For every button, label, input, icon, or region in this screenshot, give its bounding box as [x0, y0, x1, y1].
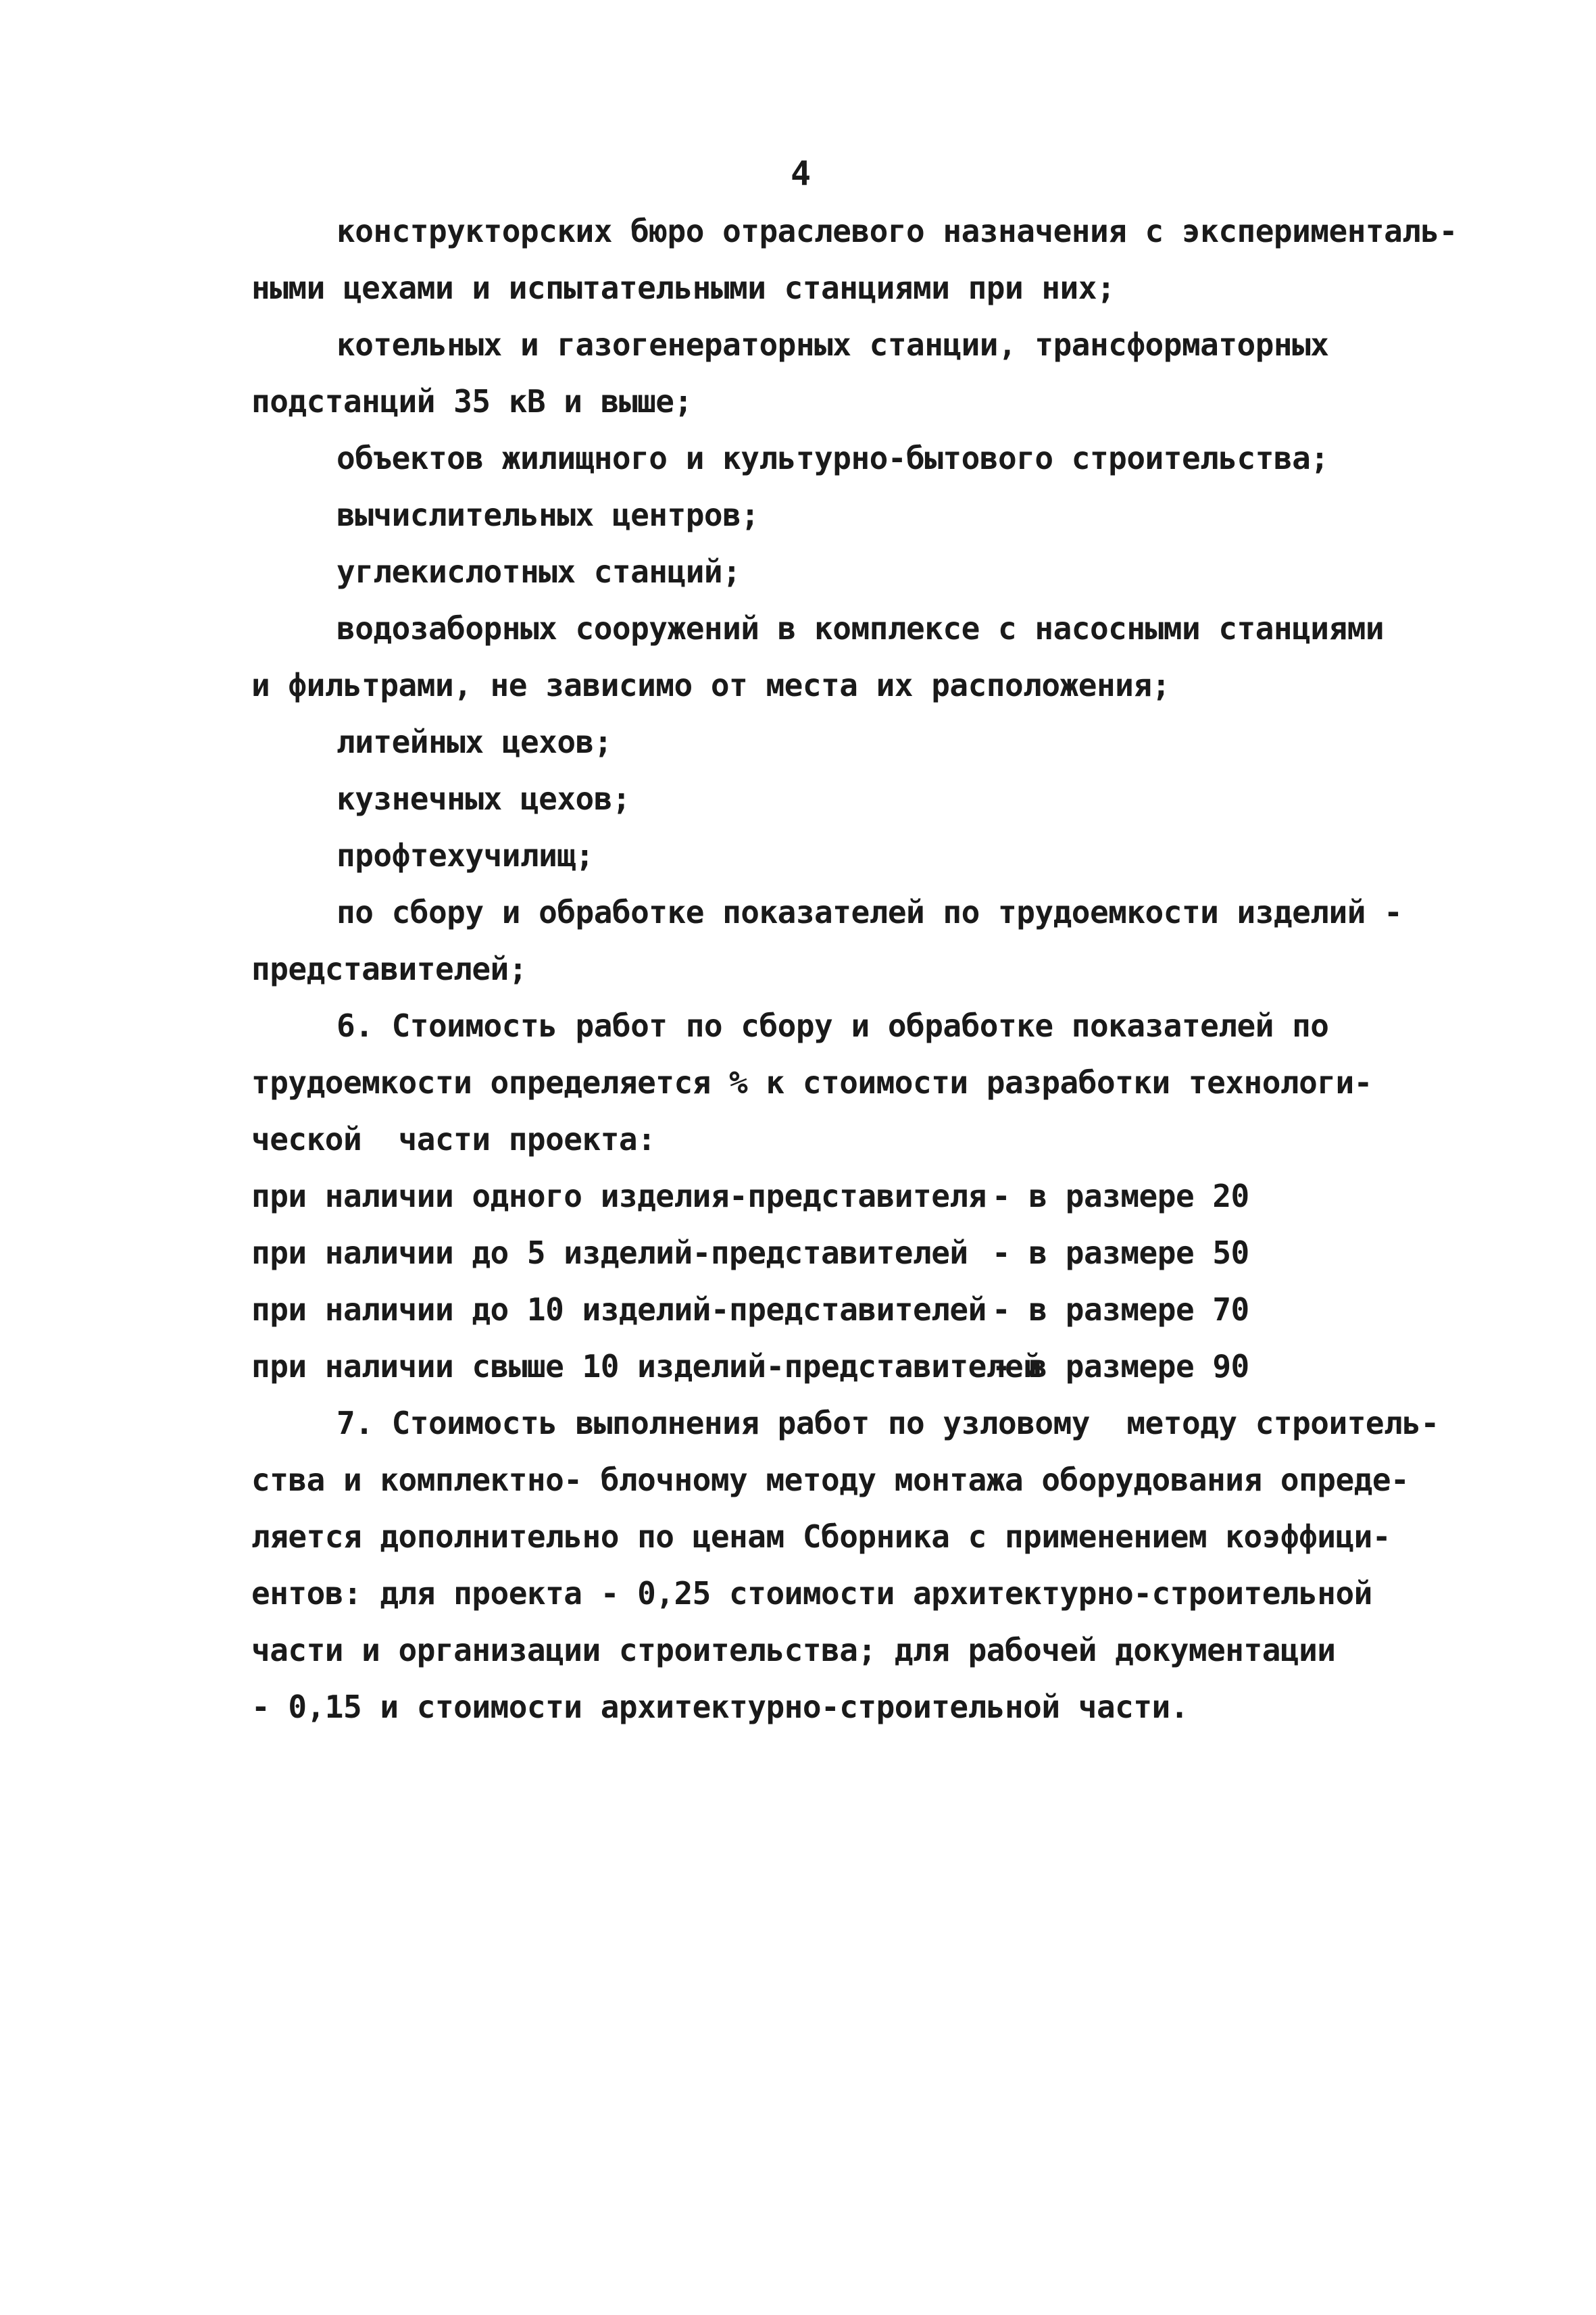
- rate-row: [251, 1224, 1400, 1281]
- text-line: литейных цехов;: [336, 724, 612, 760]
- rate-label: при наличии до 5 изделий-представителей: [251, 1235, 968, 1271]
- top-paragraphs: [251, 203, 1457, 1168]
- rate-label: при наличии свыше 10 изделий-представителей: [251, 1348, 1042, 1385]
- rate-value: - в размере 70: [992, 1291, 1249, 1328]
- text-line: и фильтрами, не зависимо от места их расположения;: [251, 667, 1170, 703]
- text-line: кузнечных цехов;: [336, 780, 631, 817]
- text-line: ными цехами и испытательными станциями при них;: [251, 270, 1116, 306]
- text-line: ляется дополнительно по ценам Сборника с применением коэффици-: [251, 1518, 1391, 1555]
- body-text: [251, 203, 1457, 1735]
- text-line: части и организации строительства; для рабочей документации: [251, 1632, 1336, 1668]
- text-line: ства и комплектно- блочному методу монтажа оборудования опреде-: [251, 1462, 1410, 1498]
- page-number: 4: [791, 154, 812, 193]
- text-line: ческой части проекта:: [251, 1121, 656, 1158]
- bottom-paragraphs: [251, 1395, 1439, 1735]
- rate-value: - в размере 90: [992, 1348, 1249, 1385]
- rate-label: при наличии одного изделия-представителя: [251, 1178, 987, 1214]
- text-line: ентов: для проекта - 0,25 стоимости архитектурно-строительной: [251, 1575, 1372, 1612]
- rate-list: [251, 1168, 1400, 1395]
- rate-row: [251, 1281, 1400, 1338]
- text-line: трудоемкости определяется % к стоимости разработки технологи-: [251, 1064, 1372, 1101]
- text-line: представителей;: [251, 951, 527, 987]
- text-line: объектов жилищного и культурно-бытового строительства;: [336, 440, 1329, 476]
- text-line: вычислительных центров;: [336, 497, 759, 533]
- text-line: конструкторских бюро отраслевого назначения с эксперименталь-: [336, 213, 1457, 249]
- text-line: - 0,15 и стоимости архитектурно-строительной части.: [251, 1689, 1189, 1725]
- rate-value: - в размере 20: [992, 1178, 1249, 1214]
- rate-row: [251, 1168, 1400, 1224]
- text-line: 7. Стоимость выполнения работ по узловому методу строитель-: [336, 1405, 1439, 1441]
- text-line: водозаборных сооружений в комплексе с насосными станциями: [336, 610, 1385, 647]
- text-line: углекислотных станций;: [336, 553, 741, 590]
- text-line: профтехучилищ;: [336, 837, 594, 874]
- rate-label: при наличии до 10 изделий-представителей: [251, 1291, 987, 1328]
- text-line: котельных и газогенераторных станции, трансформаторных: [336, 326, 1329, 363]
- text-line: 6. Стоимость работ по сбору и обработке показателей по: [336, 1007, 1329, 1044]
- rate-row: [251, 1338, 1400, 1395]
- text-line: по сбору и обработке показателей по трудоемкости изделий -: [336, 894, 1403, 930]
- text-line: подстанций 35 кВ и выше;: [251, 383, 693, 420]
- rate-value: - в размере 50: [992, 1235, 1249, 1271]
